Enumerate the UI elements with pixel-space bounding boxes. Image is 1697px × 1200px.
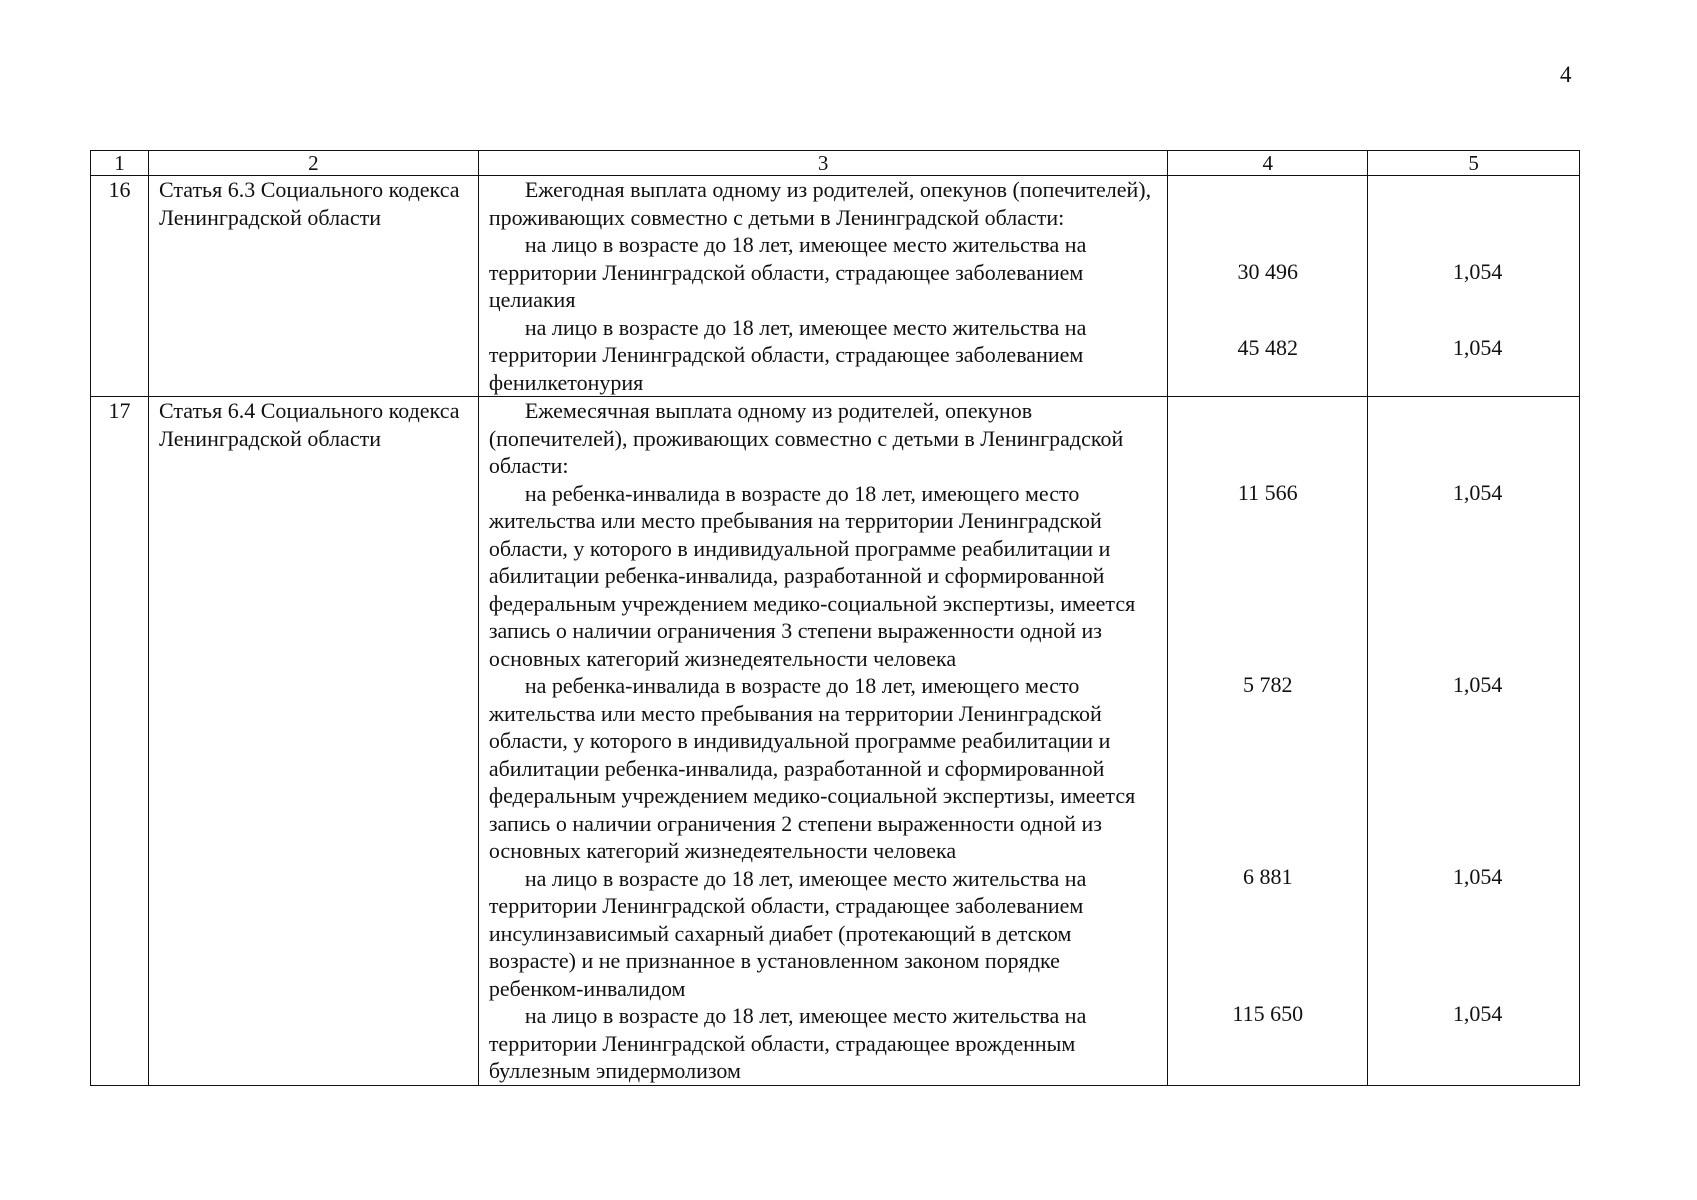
row-number: 17	[91, 397, 149, 1086]
header-cell-1: 1	[91, 151, 149, 176]
coefficient-column	[1368, 397, 1580, 1086]
benefit-description	[478, 176, 1168, 397]
benefit-item-text: на лицо в возрасте до 18 лет, имеющее место жительства на территории Ленинградской области, страдающее заболеванием целиакия	[488, 232, 1087, 312]
coefficient-value: 1,054	[1452, 672, 1503, 697]
row-number: 16	[91, 176, 149, 397]
amount-value: 11 566	[1237, 480, 1298, 505]
coefficient-value: 1,054	[1452, 480, 1503, 505]
benefit-intro: Ежемесячная выплата одному из родителей, опекунов (попечителей), проживающих совместно с детьми в Ленинградской области:	[488, 398, 1124, 478]
amount-column	[1168, 176, 1368, 397]
benefit-item-text: на лицо в возрасте до 18 лет, имеющее место жительства на территории Ленинградской области, страдающее врожденным буллезным эпидермолизом	[488, 1003, 1087, 1083]
benefit-item-text: на ребенка-инвалида в возрасте до 18 лет, имеющего место жительства или место пребывания на территории Ленинградской области, у которого в индивидуальной программе реабилитации и абилитации ребенка-инвалида, разработанной и сформированной федеральным учреждением медико-социальной экспертизы, имеется запись о наличии ограничения 3 степени выраженности одной из основных категорий жизнедеятельности человека	[488, 480, 1136, 671]
amount-column	[1168, 397, 1368, 1086]
article-reference: Статья 6.4 Социального кодекса Ленинградской области	[148, 397, 478, 1086]
article-reference: Статья 6.3 Социального кодекса Ленинградской области	[148, 176, 478, 397]
benefit-item-text: на лицо в возрасте до 18 лет, имеющее место жительства на территории Ленинградской области, страдающее заболеванием фенилкетонурия	[488, 314, 1087, 395]
amount-value: 5 782	[1243, 672, 1293, 697]
amount-value: 30 496	[1237, 259, 1298, 284]
benefit-description	[478, 397, 1168, 1086]
coefficient-column	[1368, 176, 1580, 397]
header-cell-2: 2	[148, 151, 478, 176]
amount-value: 6 881	[1243, 864, 1293, 889]
coefficient-value: 1,054	[1452, 335, 1503, 360]
table-row	[91, 397, 1580, 1086]
header-cell-4: 4	[1168, 151, 1368, 176]
table-row	[91, 176, 1580, 397]
benefits-table	[90, 150, 1580, 1086]
coefficient-value: 1,054	[1452, 259, 1503, 284]
benefit-item-text: на ребенка-инвалида в возрасте до 18 лет, имеющего место жительства или место пребывания на территории Ленинградской области, у которого в индивидуальной программе реабилитации и абилитации ребенка-инвалида, разработанной и сформированной федеральным учреждением медико-социальной экспертизы, имеется запись о наличии ограничения 2 степени выраженности одной из основных категорий жизнедеятельности человека	[488, 673, 1136, 863]
header-cell-3: 3	[478, 151, 1168, 176]
header-cell-5: 5	[1368, 151, 1580, 176]
amount-value: 115 650	[1232, 1001, 1304, 1026]
amount-value: 45 482	[1237, 335, 1298, 360]
coefficient-value: 1,054	[1452, 1001, 1503, 1026]
benefit-intro: Ежегодная выплата одному из родителей, опекунов (попечителей), проживающих совместно с детьми в Ленинградской области:	[488, 177, 1152, 230]
page-number: 4	[1560, 62, 1572, 87]
table-header-row	[91, 151, 1580, 176]
coefficient-value: 1,054	[1452, 864, 1503, 889]
benefit-item-text: на лицо в возрасте до 18 лет, имеющее место жительства на территории Ленинградской области, страдающее заболеванием инсулинзависимый сахарный диабет (протекающий в детском возрасте) и не признанное в установленном законом порядке ребенком-инвалидом	[488, 865, 1087, 1001]
